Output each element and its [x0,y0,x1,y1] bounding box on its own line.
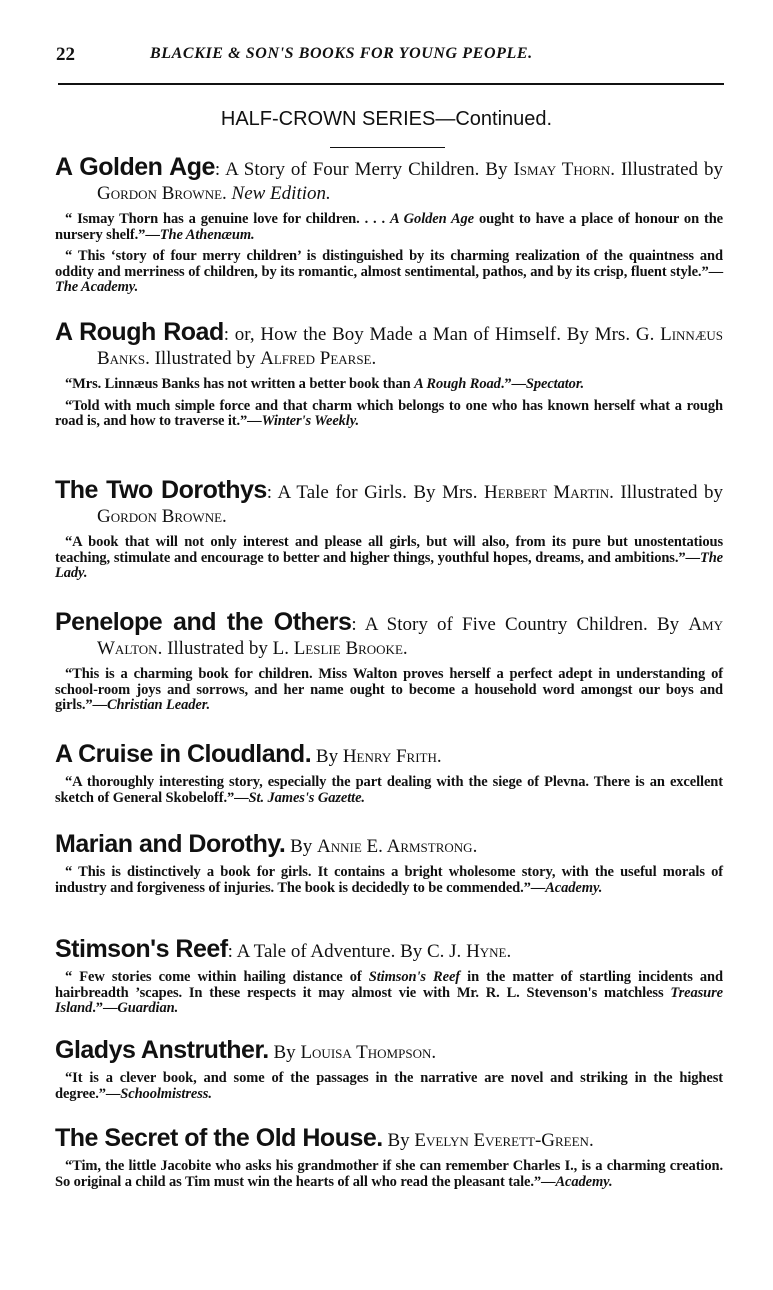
review-text: Christian Leader. [106,697,211,713]
review-text: “Mrs. Linnæus Banks has not written a better book than [65,376,415,392]
review-quote [55,249,723,296]
review-text: Stimson's Reef [368,969,461,985]
book-description: Louisa Thompson [300,1042,432,1063]
running-head: BLACKIE & SON'S BOOKS FOR YOUNG PEOPLE. [150,45,533,62]
review-text: A Golden Age [389,211,475,227]
review-quote [55,865,723,896]
book-entry [55,1038,723,1102]
header-rule [58,83,724,85]
book-description: . Illustrated by [610,159,723,180]
review-text: The Academy. [55,279,139,295]
book-entry [55,937,723,1017]
book-description: Linnæus Banks [97,324,723,369]
review-text: “ Few stories come within hailing distance of [65,969,369,985]
book-description: . [436,746,442,767]
book-entry [55,155,723,296]
book-headline [55,937,723,964]
review-quote [55,970,723,1017]
review-text: .”— [500,376,526,392]
review-quote [55,212,723,243]
book-description: Annie E. Armstrong [317,836,473,857]
book-description: : A Tale of Adventure. By C. J. [227,941,467,962]
book-title: Penelope and the Others [55,608,352,636]
book-entry [55,320,723,430]
review-text: “A book that will not only interest and please all girls, but will also, from its pure but unostentatious teaching, stimulate and encourage to better and higher things, youthful hopes, dreams, and ambitions.”— [55,534,723,566]
book-description: . Illustrated by [609,482,723,503]
book-headline [55,155,723,206]
review-text: The Lady. [55,549,723,581]
review-text: “Tim, the little Jacobite who asks his grandmother if she can remember Charles I., is a charming creation. So original a child as Tim must win the hearts of all who read the pleasant tale.”— [55,1158,723,1190]
book-description: . [588,1130,594,1151]
review-quote [55,1159,723,1190]
book-description: New Edition. [231,183,331,204]
book-entry [55,610,723,714]
review-text: “A thoroughly interesting story, especially the part dealing with the siege of Plevna. There is an excellent sketch of General Skobeloff.”— [55,774,723,806]
book-title: The Secret of the Old House. [55,1124,383,1152]
review-text: The Athenæum. [159,226,255,243]
review-quote [55,535,723,582]
book-headline [55,478,723,529]
review-text: in the matter of startling incidents and hairbreadth ’scapes. In these respects it may almost vie with Mr. R. L. Stevenson's matchless [55,969,723,1001]
book-description: . Illustrated by L. [157,638,294,659]
book-headline [55,1038,723,1065]
review-text: Treasure Island [55,984,723,1016]
review-text: Winter's Weekly. [261,413,360,429]
section-title: HALF-CROWN SERIES—Continued. [220,108,553,130]
book-description: Herbert Martin [483,482,610,503]
review-quote [55,667,723,714]
book-description: Evelyn Everett-Green [414,1130,589,1151]
book-title: A Golden Age [55,153,215,181]
review-text: A Rough Road [414,376,501,392]
book-description: . [472,836,478,857]
book-description: Leslie Brooke [293,638,403,659]
book-headline [55,742,723,769]
book-description: Ismay Thorn [513,159,611,180]
book-title: Marian and Dorothy. [55,830,286,858]
book-description: : A Story of Five Country Children. By [351,614,689,635]
book-description: . [402,638,408,659]
book-description: Gordon Browne [97,183,223,204]
book-description: Henry Frith [342,746,437,767]
book-title: A Rough Road [55,318,224,346]
book-headline [55,320,723,371]
review-quote [55,377,723,393]
review-quote [55,1071,723,1102]
book-description: : or, How the Boy Made a Man of Himself. By Mrs. G. [223,324,661,345]
book-title: A Cruise in Cloudland. [55,740,312,768]
book-description: . [222,183,232,204]
book-entry [55,1126,723,1190]
book-title: The Two Dorothys [55,476,267,504]
book-description: Hyne [466,941,507,962]
book-description: Amy Walton [97,614,723,659]
book-title: Stimson's Reef [55,935,228,963]
book-description: : A Tale for Girls. By Mrs. [266,482,484,503]
book-description: By [268,1042,301,1063]
section-rule [330,147,445,148]
book-description: . [431,1042,437,1063]
book-headline [55,1126,723,1153]
review-quote [55,399,723,430]
book-description: . Illustrated by [145,348,261,369]
review-text: ought to have a place of honour on the nursery shelf.”— [55,211,723,243]
review-text: St. James's Gazette. [248,789,365,806]
book-title: Gladys Anstruther. [55,1036,269,1064]
review-text: “This is a charming book for children. Miss Walton proves herself a perfect adept in understanding of school-room joys and sorrows, and her name ought to become a household word amongst our boys and girls.”— [55,666,723,713]
review-text: .”— [92,1000,118,1016]
book-description: . [222,506,227,527]
book-description: . [506,941,512,962]
book-description: : A Story of Four Merry Children. By [214,159,514,180]
book-description: Alfred Pearse [260,348,372,369]
book-description: By [382,1130,415,1151]
book-description: By [285,836,318,857]
review-text: “ Ismay Thorn has a genuine love for children. . . . [65,211,390,227]
book-headline [55,610,723,661]
review-text: Academy. [555,1173,613,1190]
book-entry [55,478,723,582]
review-text: “Told with much simple force and that charm which belongs to one who has known herself what a rough road is, and how to traverse it.”— [55,397,723,429]
review-text: “ This ‘story of four merry children’ is distinguished by its charming realization of the quaintness and oddity and merriness of children, by its romantic, almost sentimental, pathos, and by its crisp, fluent style.”— [55,248,723,280]
book-description: Gordon Browne [97,506,223,527]
book-headline [55,832,723,859]
review-text: Guardian. [117,1000,179,1016]
book-entry [55,832,723,896]
review-text: Schoolmistress. [120,1085,212,1102]
review-text: “ This is distinctively a book for girls. It contains a bright wholesome story, with the useful morals of industry and forgiveness of injuries. The book is decidedly to be commended.”— [55,864,723,896]
page-number: 22 [56,44,75,65]
review-text: Spectator. [525,376,585,392]
review-quote [55,775,723,806]
review-text: “It is a clever book, and some of the passages in the narrative are novel and striking in the highest degree.”— [55,1070,723,1102]
review-text: Academy. [545,879,603,896]
book-description: . [371,348,377,369]
book-description: By [311,746,343,767]
book-entry [55,742,723,806]
